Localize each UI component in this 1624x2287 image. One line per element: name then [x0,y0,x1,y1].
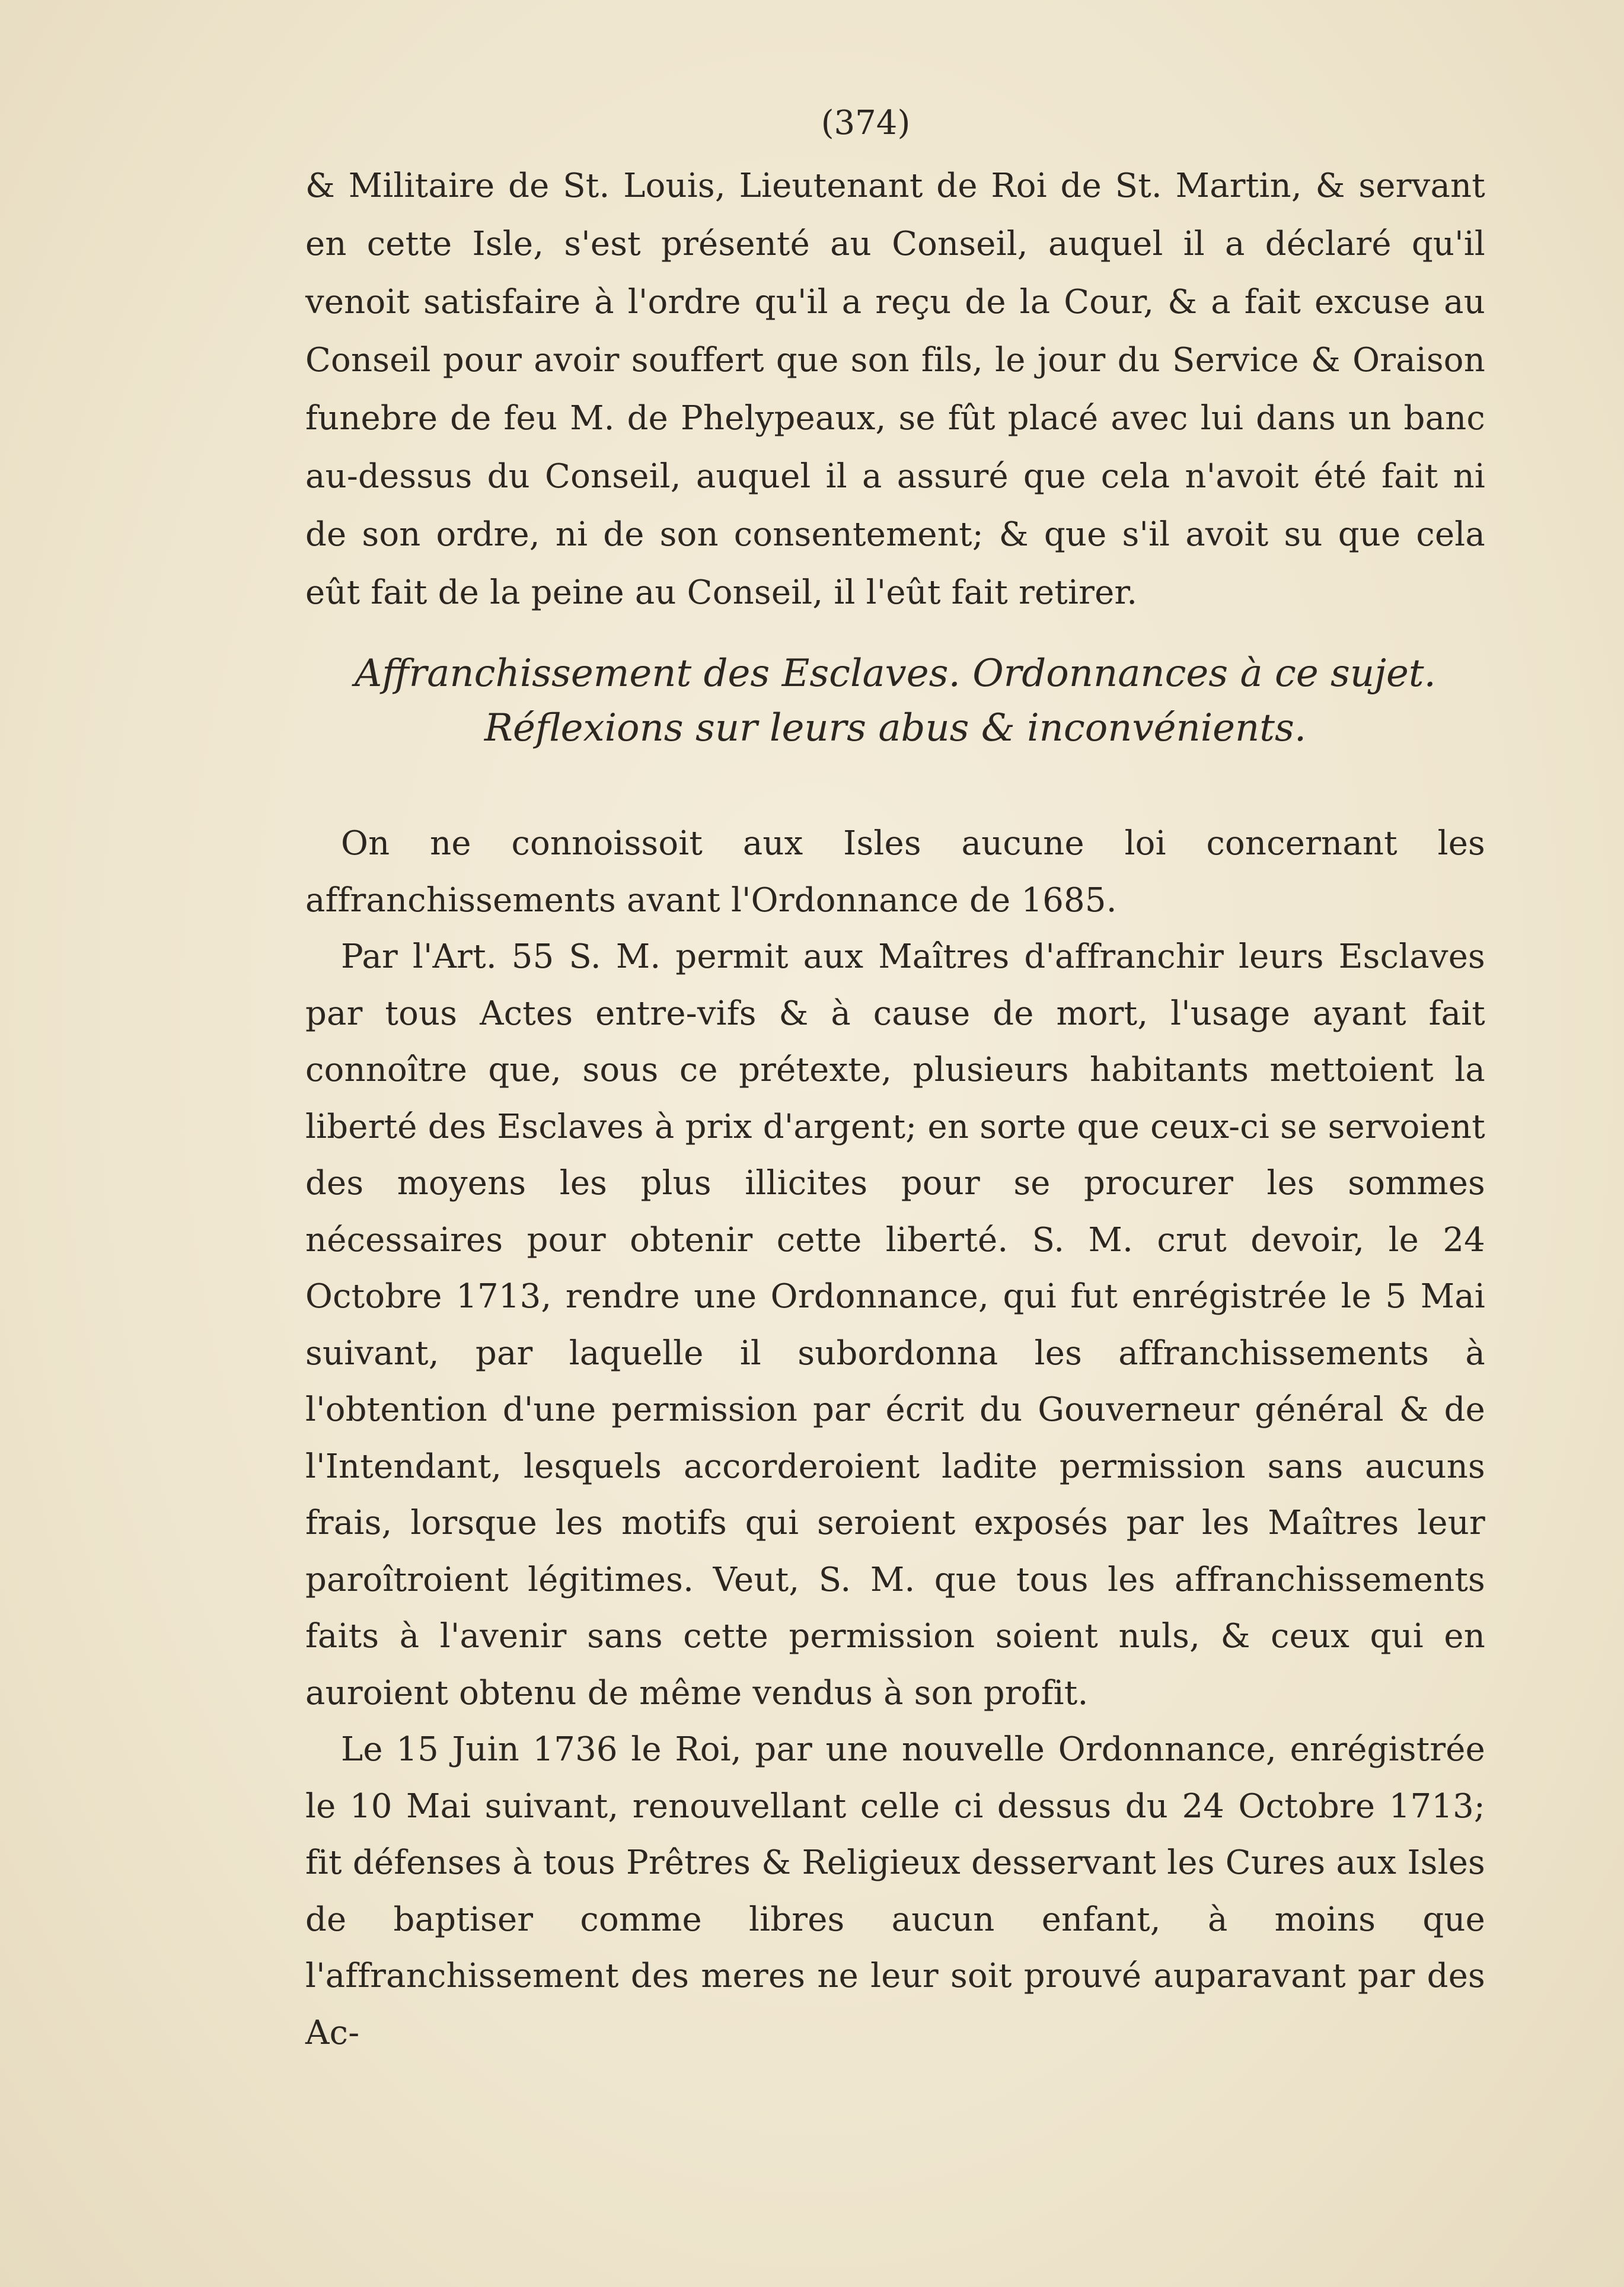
paragraph-3: Le 15 Juin 1736 le Roi, par une nouvelle Ordonnance, enrégistrée le 10 Mai suivant, renouvellant celle ci dessus du 24 Octobre 1713; fit défenses à tous Prêtres & Religieux desservant les Cures aux Isles de baptiser comme libres aucun enfant, à moins que l'affranchissement des meres ne leur soit prouvé auparavant par des Ac- [305,1730,1485,2052]
section-heading-line-1: Affranchissement des Esclaves. Ordonnances à ce sujet. [355,652,1436,696]
paragraph-2: Par l'Art. 55 S. M. permit aux Maîtres d'affranchir leurs Esclaves par tous Actes entre-vifs & à cause de mort, l'usage ayant fait connoître que, sous ce prétexte, plusieurs habitants mettoient la liberté des Esclaves à prix d'argent; en sorte que ceux-ci se servoient des moyens les plus illicites pour se procurer les sommes nécessaires pour obtenir cette liberté. S. M. crut devoir, le 24 Octobre 1713, rendre une Ordonnance, qui fut enrégistrée le 5 Mai suivant, par laquelle il subordonna les affranchissements à l'obtention d'une permission par écrit du Gouverneur général & de l'Intendant, lesquels accorderoient ladite permission sans aucuns frais, lorsque les motifs qui seroient exposés par les Maîtres leur paroîtroient légitimes. Veut, S. M. que tous les affranchissements faits à l'avenir sans cette permission soient nuls, & ceux qui en auroient obtenu de même vendus à son profit. [305,937,1485,1712]
body-text [305,815,1485,2061]
page-number: (374) [821,104,911,142]
paragraph-1: On ne connoissoit aux Isles aucune loi concernant les affranchissements avant l'Ordonnance de 1685. [305,824,1485,920]
continued-paragraph: & Militaire de St. Louis, Lieutenant de Roi de St. Martin, & servant en cette Isle, s'est présenté au Conseil, auquel il a déclaré qu'il venoit satisfaire à l'ordre qu'il a reçu de la Cour, & a fait excuse au Conseil pour avoir souffert que son fils, le jour du Service & Oraison funebre de feu M. de Phelypeaux, se fût placé avec lui dans un banc au-dessus du Conseil, auquel il a assuré que cela n'avoit été fait ni de son ordre, ni de son consentement; & que s'il avoit su que cela eût fait de la peine au Conseil, il l'eût fait retirer. [305,167,1485,612]
section-heading-line-2: Réflexions sur leurs abus & inconvénients. [484,706,1307,750]
section-heading [305,646,1485,755]
